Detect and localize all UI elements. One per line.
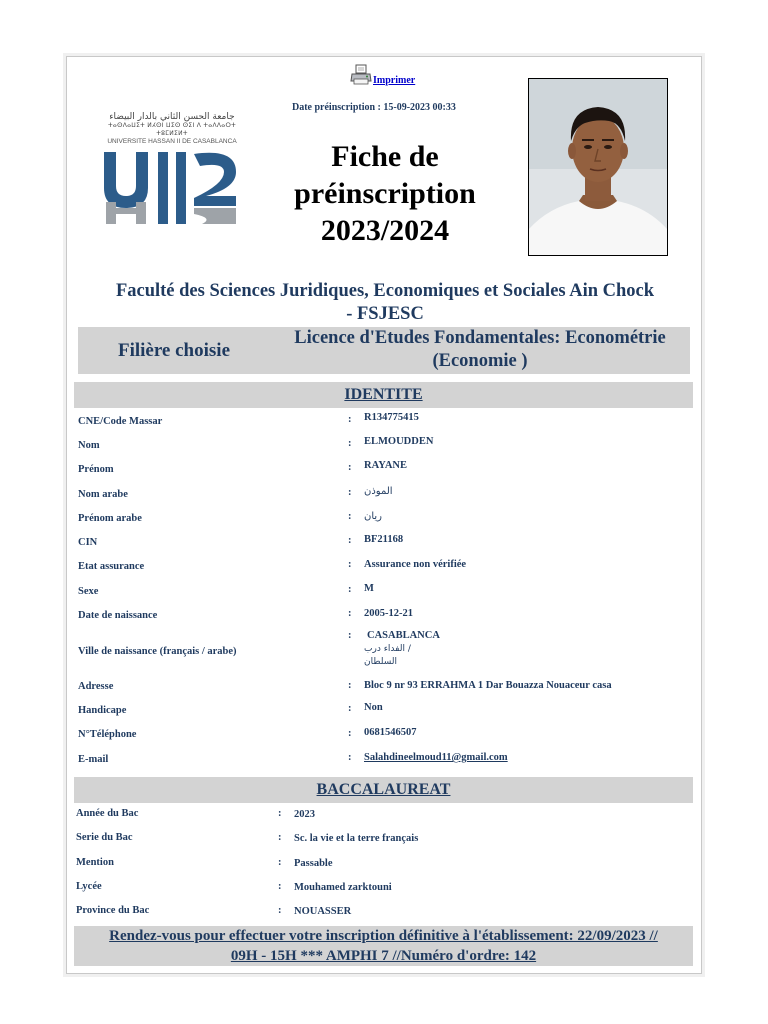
prenom-arabe-label: Prénom arabe [78,513,142,524]
nom-label: Nom [78,440,100,451]
separator: : [348,584,352,595]
telephone-label: N°Téléphone [78,729,137,740]
mention-label: Mention [76,857,114,868]
identite-header [74,382,693,408]
rendezvous-band [74,926,693,966]
date-naissance-value: 2005-12-21 [364,608,413,619]
page-title [276,138,494,249]
mention-value: Passable [294,858,333,869]
province-value: NOUASSER [294,906,352,917]
printer-icon[interactable] [350,64,372,86]
handicape-value: Non [364,702,383,713]
separator: : [278,857,282,868]
filiere-value-line-1: Licence d'Etudes Fondamentales: Econométrie [294,328,666,348]
logo-latin-text: UNIVERSITE HASSAN II DE CASABLANCA [107,138,237,145]
separator: : [348,680,352,691]
lycee-label: Lycée [76,881,102,892]
separator: : [278,808,282,819]
separator: : [348,535,352,546]
prenom-value: RAYANE [364,460,407,471]
rendezvous-line-1: Rendez-vous pour effectuer votre inscription définitive à l'établissement: 22/09/2023 // [109,928,658,944]
logo-tifinagh-text: ⵜⴰⵙⴷⴰⵡⵉⵜ ⵍⵃⵙⵏ ⵡⵉⵙ ⵙⵉⵏ ⴷ ⵜⴰⴷⴷⴰⵔⵜ ⵜⵓⵎⵍⵉⵍⵜ [107,122,236,137]
faculty-line-2: - FSJESC [346,304,424,324]
sexe-value: M [364,583,374,594]
print-link[interactable]: Imprimer [373,75,416,86]
portrait-photo-icon [529,79,667,255]
serie-bac-label: Serie du Bac [76,832,133,843]
telephone-value: 0681546507 [364,727,417,738]
student-photo [528,78,668,256]
separator: : [348,414,352,425]
separator: : [348,511,352,522]
filiere-value-line-2: (Economie ) [432,351,528,371]
university-logo [96,112,248,222]
filiere-label: Filière choisie [117,339,231,361]
nom-arabe-label: Nom arabe [78,489,128,500]
prenom-arabe-value: ريان [364,511,383,522]
rendezvous-line-2: 09H - 15H *** AMPHI 7 //Numéro d'ordre: 142 [230,948,537,964]
baccalaureat-header-text: BACCALAUREAT [316,781,451,798]
province-label: Province du Bac [76,905,150,916]
faculty-name [80,280,690,326]
title-line-2: préinscription [294,177,476,210]
separator: : [348,559,352,570]
nom-arabe-value: الموذن [364,486,393,497]
filiere-band [78,327,690,374]
separator: : [348,608,352,619]
cin-label: CIN [78,537,98,548]
separator: : [278,905,282,916]
sexe-label: Sexe [78,586,99,597]
adresse-value: Bloc 9 nr 93 ERRAHMA 1 Dar Bouazza Nouaceur casa [364,680,612,691]
print-area[interactable] [350,64,415,86]
identite-header-text: IDENTITE [344,386,423,403]
ville-naissance-ar-1: الفداء درب / [364,644,411,654]
separator: : [348,487,352,498]
filiere-value [270,327,690,373]
prenom-label: Prénom [78,464,114,475]
separator: : [348,462,352,473]
separator: : [278,881,282,892]
logo-arabic-text: جامعة الحسن الثاني بالدار البيضاء [109,112,235,122]
uh2-emblem-icon [96,146,248,226]
assurance-value: Assurance non vérifiée [364,559,467,570]
separator: : [348,728,352,739]
cne-label: CNE/Code Massar [78,416,163,427]
nom-value: ELMOUDDEN [364,436,434,447]
ville-naissance-fr: CASABLANCA [367,630,440,641]
ville-naissance-ar-2: السلطان [364,657,397,667]
assurance-label: Etat assurance [78,561,145,572]
separator: : [348,703,352,714]
separator: : [348,438,352,449]
preinscription-date: Date préinscription : 15-09-2023 00:33 [292,102,456,113]
cne-value: R134775415 [364,412,419,423]
lycee-value: Mouhamed zarktouni [294,882,392,893]
title-line-1: Fiche de [331,140,439,173]
title-line-3: 2023/2024 [320,214,450,247]
separator: : [348,630,352,641]
email-value[interactable]: Salahdineelmoud11@gmail.com [364,752,508,763]
annee-bac-label: Année du Bac [76,808,139,819]
faculty-line-1: Faculté des Sciences Juridiques, Economiques et Sociales Ain Chock [115,281,655,301]
date-naissance-label: Date de naissance [78,610,158,621]
adresse-label: Adresse [78,681,114,692]
separator: : [348,752,352,763]
baccalaureat-header [74,777,693,803]
cin-value: BF21168 [364,534,404,545]
email-label: E-mail [78,754,109,765]
separator: : [278,832,282,843]
serie-bac-value: Sc. la vie et la terre français [294,833,419,844]
handicape-label: Handicape [78,705,127,716]
ville-naissance-label: Ville de naissance (français / arabe) [78,646,237,657]
annee-bac-value: 2023 [294,809,315,820]
